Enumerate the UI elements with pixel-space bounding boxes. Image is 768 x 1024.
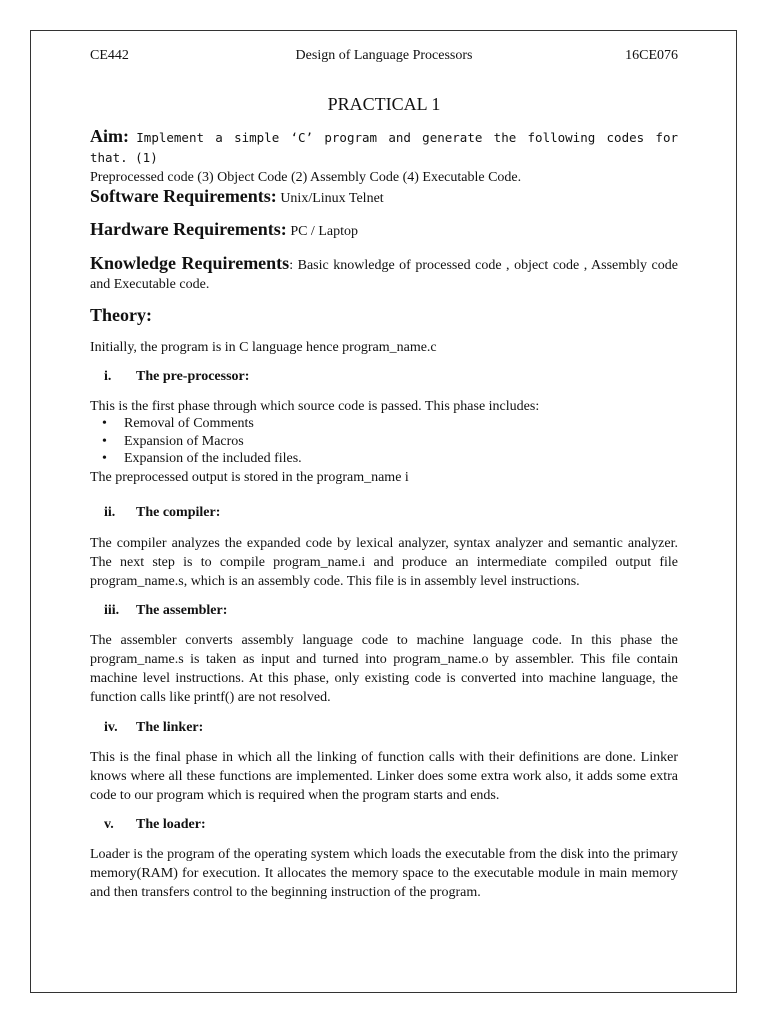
section-number: i. [104, 369, 112, 384]
section-number: iv. [104, 720, 118, 735]
aim-label: Aim: [90, 126, 129, 146]
section-title: The pre-processor: [136, 369, 250, 384]
theory-heading [90, 306, 678, 327]
loader-paragraph: Loader is the program of the operating system which loads the executable from the disk into the primary memory(RAM) for execution. It allocates the memory space to the executable module in main memory and then transfers control to the beginning instruction of the program. [90, 847, 678, 900]
theory-intro: Initially, the program is in C language hence program_name.c [90, 340, 437, 355]
hardware-label: Hardware Requirements: [90, 219, 287, 239]
section-heading-compiler [104, 504, 220, 522]
preprocessor-bullet-list [98, 415, 302, 468]
hardware-text: PC / Laptop [290, 224, 358, 239]
compiler-paragraph: The compiler analyzes the expanded code by lexical analyzer, syntax analyzer and semantic analyzer. The next step is to compile program_name.i and produce an intermediate compiled output file program_name.s, which is an assembly code. This file is in assembly level instructions. [90, 536, 678, 589]
aim-text-mono: Implement a simple ‘C’ program and generate the following codes for that. (1) [90, 130, 679, 165]
theory-label: Theory: [90, 305, 152, 325]
list-item: • Expansion of the included files. [102, 451, 302, 466]
section-number: iii. [104, 603, 120, 618]
list-item: • Removal of Comments [102, 416, 254, 431]
assembler-paragraph: The assembler converts assembly language code to machine language code. In this phase the program_name.s is taken as input and turned into program_name.o by assembler. This file contain machine level instructions. At this phase, only existing code is converted into machine language, the function calls like printf() are not resolved. [90, 633, 678, 705]
section-title: The loader: [136, 817, 206, 832]
page-title: PRACTICAL 1 [327, 94, 441, 114]
list-item: • Expansion of Macros [102, 433, 244, 449]
knowledge-requirements [90, 254, 678, 294]
section-title: The linker: [136, 720, 204, 735]
aim-text-rest: Preprocessed code (3) Object Code (2) Assembly Code (4) Executable Code. [90, 170, 522, 185]
software-text: Unix/Linux Telnet [280, 191, 384, 206]
hardware-requirements [90, 220, 678, 241]
header-student-id: 16CE076 [625, 48, 678, 63]
software-label: Software Requirements: [90, 186, 277, 206]
section-title: The compiler: [136, 505, 221, 520]
section-heading-linker [104, 719, 203, 737]
aim-paragraph [90, 127, 678, 187]
section-heading-loader [104, 816, 206, 834]
linker-paragraph: This is the final phase in which all the linking of function calls with their definitions are done. Linker knows where all these functions are implemented. Linker does some extra work also, it adds some extra code to our program which is required when the program starts and ends. [90, 750, 678, 803]
header-course-code: CE442 [90, 48, 129, 63]
preprocessor-outro: The preprocessed output is stored in the program_name i [90, 470, 409, 485]
knowledge-label: Knowledge Requirements [90, 253, 290, 273]
section-heading-preprocessor [104, 368, 249, 386]
section-number: v. [104, 817, 114, 832]
preprocessor-intro: This is the first phase through which source code is passed. This phase includes: [90, 399, 540, 414]
knowledge-text: : Basic knowledge of processed code , object code , Assembly code and Executable code. [90, 258, 678, 292]
section-heading-assembler [104, 602, 227, 620]
header-course-title: Design of Language Processors [295, 48, 473, 63]
software-requirements [90, 187, 678, 208]
section-title: The assembler: [136, 603, 228, 618]
section-number: ii. [104, 505, 116, 520]
